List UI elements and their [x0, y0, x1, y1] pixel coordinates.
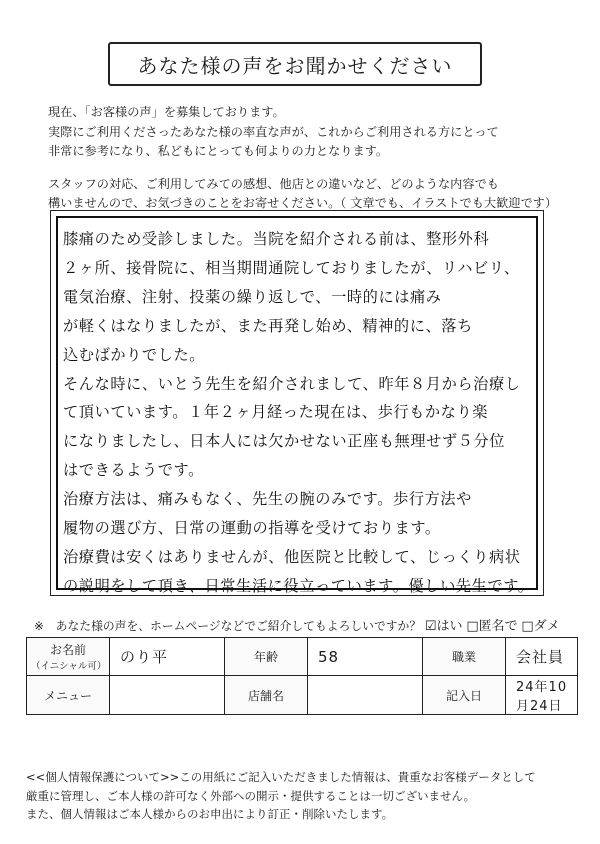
- comment-line: になりましたし、日本人には欠かせない正座も無理せず５分位: [63, 432, 506, 451]
- name-label: お名前 （イニシャル可）: [27, 638, 110, 676]
- comment-line: 込むばかりでした。: [63, 345, 206, 364]
- intro-line: 非常に参考になり、私どもにとっても何よりの力となります。: [48, 144, 389, 158]
- info-table: [26, 637, 578, 715]
- comment-line: ２ヶ所、接骨院に、相当期間通院しておりましたが、リハビリ、: [63, 258, 520, 277]
- intro-line: 実際にご利用くださったあなた様の率直な声が、これからご利用される方にとって: [48, 124, 499, 139]
- comment-box: [50, 210, 544, 596]
- privacy-line: 厳重に管理し、ご本人様の許可なく外部への開示・提供することは一切ございません。: [26, 788, 476, 803]
- date-field[interactable]: 24年10月24日: [506, 676, 578, 715]
- age-label: 年齢: [225, 638, 308, 676]
- name-field[interactable]: のり平: [110, 638, 225, 676]
- date-label: 記入日: [423, 676, 506, 715]
- consent-option-anonymous[interactable]: □匿名で: [466, 619, 518, 634]
- comment-line: て頂いています。１年２ヶ月経った現在は、歩行もかなり楽: [63, 403, 489, 422]
- name-sublabel: （イニシャル可）: [31, 661, 107, 672]
- comment-line: はできるようです。: [63, 461, 204, 480]
- job-field[interactable]: 会社員: [506, 638, 578, 676]
- menu-label: メニュー: [27, 676, 110, 715]
- table-row: [27, 638, 578, 676]
- job-label: 職業: [423, 638, 506, 676]
- consent-question: [34, 615, 594, 634]
- table-row: [27, 676, 578, 715]
- consent-option-yes[interactable]: ☑はい: [424, 619, 463, 634]
- comment-line: 膝痛のため受診しました。当院を紹介される前は、整形外科: [63, 230, 490, 248]
- comment-line: が軽くはなりましたが、また再発し始め、精神的に、落ち: [63, 316, 473, 335]
- intro-line: 現在、「お客様の声」を募集しております。: [48, 105, 285, 119]
- age-field[interactable]: 58: [308, 638, 423, 676]
- store-label: 店舗名: [225, 676, 308, 715]
- comment-line: 電気治療、注射、投薬の繰り返しで、一時的には痛み: [63, 287, 442, 306]
- comment-line: そんな時に、いとう先生を紹介されまして、昨年８月から治療し: [63, 374, 521, 393]
- consent-option-no[interactable]: □ダメ: [521, 619, 560, 634]
- comment-line: 治療方法は、痛みもなく、先生の腕のみです。歩行方法や: [63, 490, 472, 509]
- privacy-line: <<個人情報保護について>>この用紙にご記入いただきました情報は、貴重なお客様データとして: [26, 770, 536, 784]
- menu-field[interactable]: [110, 676, 225, 715]
- intro-line: スタッフの対応、ご利用してみての感想、他店との違いなど、どのような内容でも: [48, 176, 499, 191]
- comment-line: 治療費は安くはありませんが、他医院と比較して、じっくり病状: [63, 547, 521, 566]
- privacy-notice: [26, 768, 596, 824]
- handwritten-comment: [63, 225, 533, 601]
- comment-line: 履物の選び方、日常の運動の指導を受けております。: [63, 519, 441, 538]
- privacy-line: また、個人情報はご本人様からのお申出により訂正・削除いたします。: [26, 807, 394, 821]
- page-title: あなた様の声をお聞かせください: [108, 42, 482, 86]
- consent-text: ※ あなた様の声を、ホームページなどでご紹介してもよろしいですか？: [34, 619, 422, 633]
- intro-text: [48, 103, 588, 214]
- store-field[interactable]: [308, 676, 423, 715]
- intro-line: 構いませんので、お気づきのことをお寄せください。（ 文章でも、イラストでも大歓迎です）: [48, 196, 558, 210]
- comment-line: の説明をして頂き、日常生活に役立っています。優しい先生です。: [63, 576, 534, 595]
